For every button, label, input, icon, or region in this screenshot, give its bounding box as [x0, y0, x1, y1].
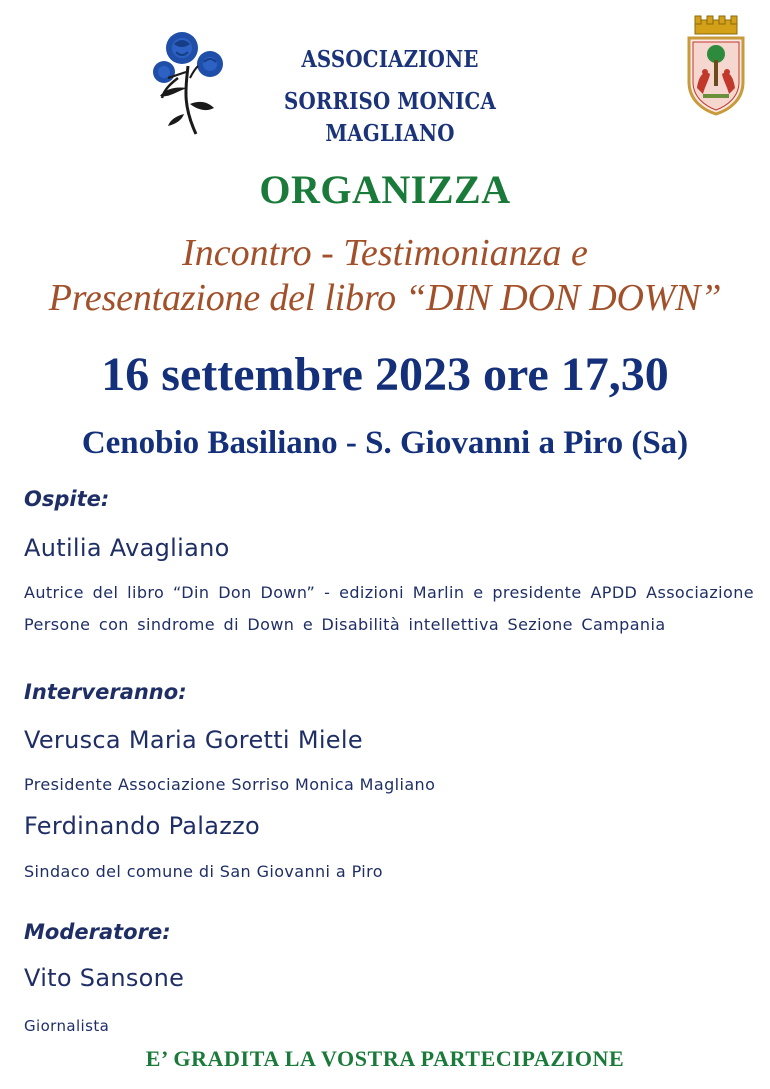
- event-subtitle-line1: Incontro - Testimonianza e: [182, 232, 588, 274]
- event-location: Cenobio Basiliano - S. Giovanni a Piro (Sa): [81, 425, 689, 461]
- guest-label: Ospite:: [24, 487, 110, 511]
- speakers-label: Interveranno:: [24, 680, 187, 704]
- guest-name: Autilia Avagliano: [24, 534, 230, 562]
- moderator-role: Giornalista: [24, 1017, 110, 1035]
- event-subtitle-line2: Presentazione del libro “DIN DON DOWN”: [48, 277, 722, 319]
- speaker-name: Verusca Maria Goretti Miele: [24, 726, 363, 754]
- municipal-crest-icon: [683, 14, 749, 116]
- organizza-heading: ORGANIZZA: [259, 167, 511, 212]
- moderator-label: Moderatore:: [24, 920, 171, 944]
- speaker-role: Sindaco del comune di San Giovanni a Piro: [24, 862, 383, 881]
- association-name-line1: ASSOCIAZIONE: [301, 46, 479, 73]
- moderator-name: Vito Sansone: [24, 964, 185, 992]
- blue-rose-icon: [148, 26, 228, 138]
- event-date-time: 16 settembre 2023 ore 17,30: [101, 348, 669, 401]
- speaker-role: Presidente Associazione Sorriso Monica Magliano: [24, 775, 436, 794]
- association-name-line2: SORRISO MONICA MAGLIANO: [283, 88, 496, 147]
- guest-description: Autrice del libro “Din Don Down” - edizioni Marlin e presidente APDD Associazione Persone con sindrome di Down e Disabilità intellettiva Sezione Campania: [24, 583, 754, 634]
- speaker-name: Ferdinando Palazzo: [24, 812, 261, 840]
- footer-message: E’ GRADITA LA VOSTRA PARTECIPAZIONE: [145, 1046, 625, 1071]
